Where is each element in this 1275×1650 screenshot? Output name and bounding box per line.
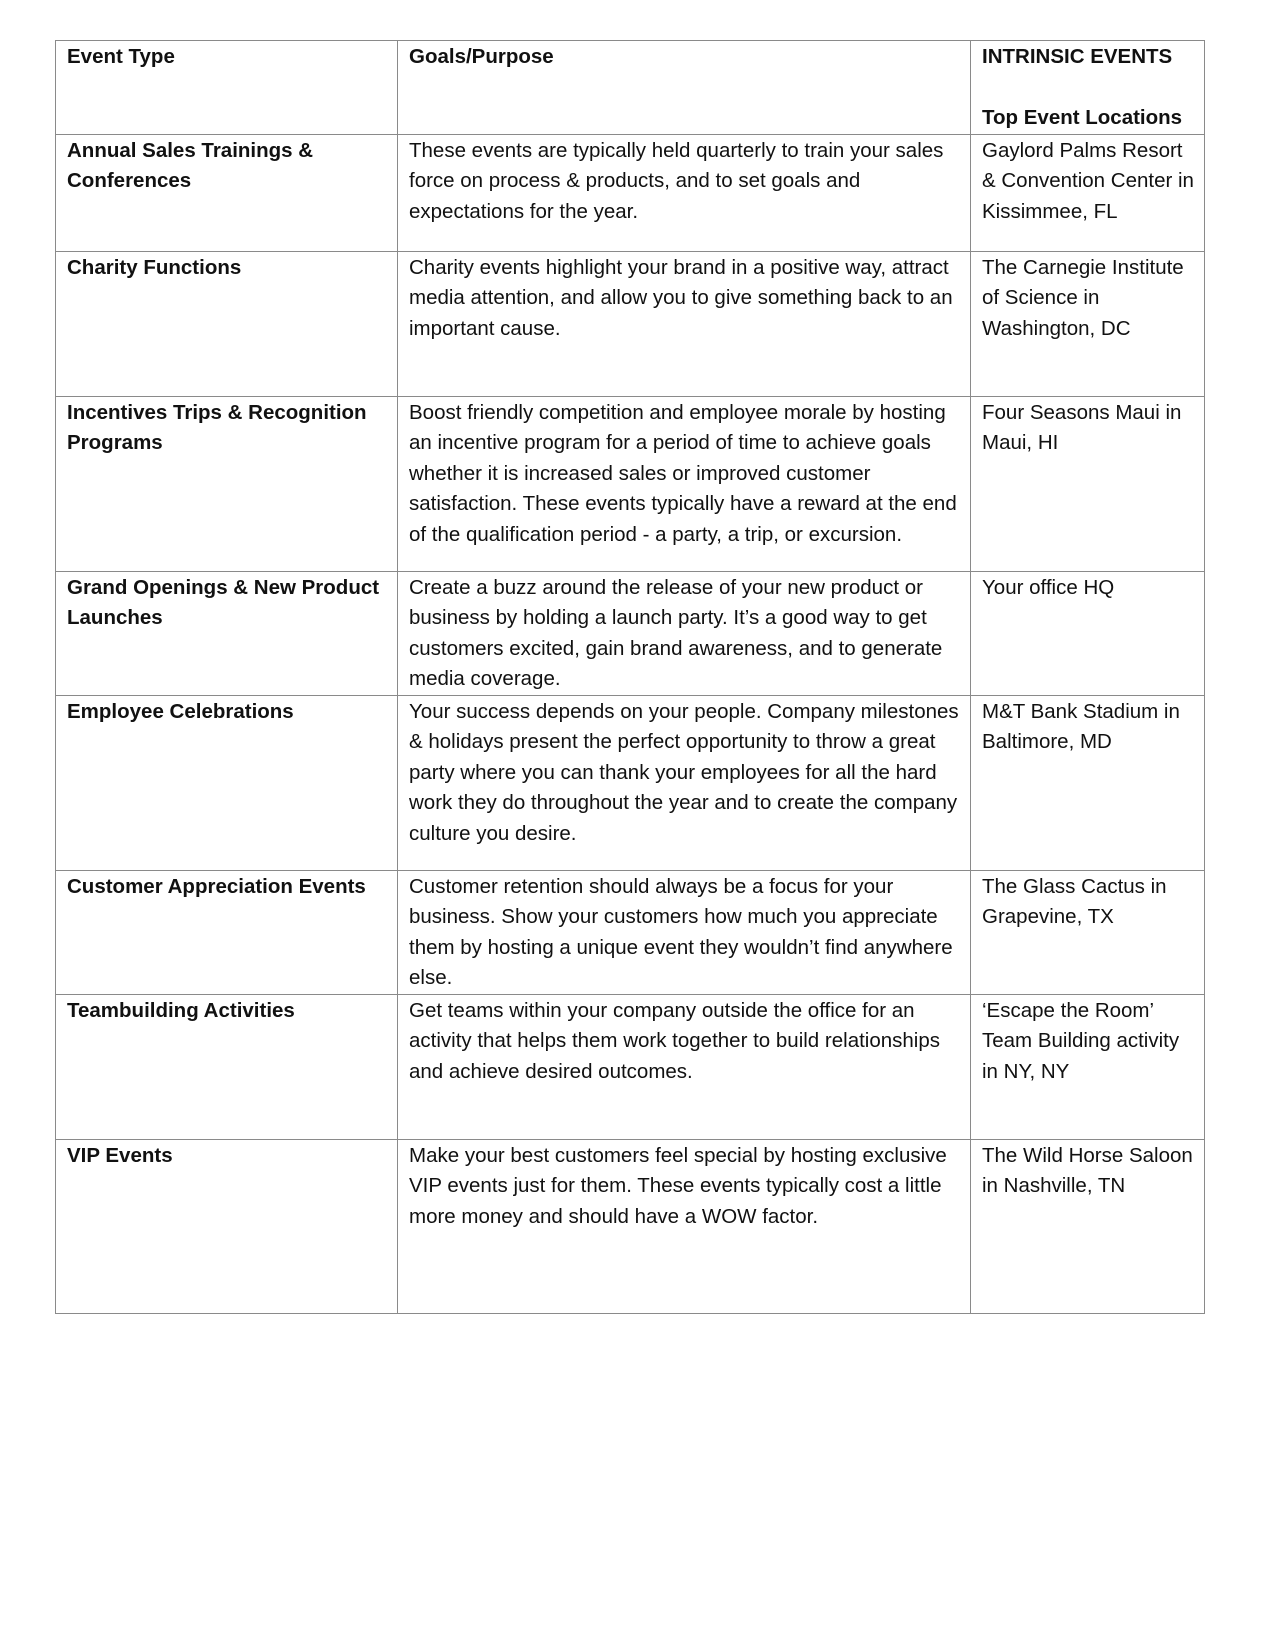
event-type-cell: Charity Functions: [56, 251, 398, 396]
location-cell: Your office HQ: [971, 571, 1205, 695]
table-row: [56, 396, 1205, 571]
event-type-cell: Customer Appreciation Events: [56, 870, 398, 994]
location-cell: The Carnegie Institute of Science in Washington, DC: [971, 251, 1205, 396]
event-types-table: [55, 40, 1205, 1314]
location-cell: The Wild Horse Saloon in Nashville, TN: [971, 1139, 1205, 1313]
goals-cell: Charity events highlight your brand in a positive way, attract media attention, and allow you to give something back to an important cause.: [398, 251, 971, 396]
event-type-cell: Teambuilding Activities: [56, 994, 398, 1139]
table-row: [56, 695, 1205, 870]
event-type-cell: Annual Sales Trainings & Conferences: [56, 134, 398, 251]
event-type-cell: Employee Celebrations: [56, 695, 398, 870]
company-name: INTRINSIC EVENTS: [982, 45, 1173, 68]
location-cell: ‘Escape the Room’ Team Building activity in NY, NY: [971, 994, 1205, 1139]
goals-cell: Create a buzz around the release of your new product or business by holding a launch party. It’s a good way to get customers excited, gain brand awareness, and to generate media coverage.: [398, 571, 971, 695]
goals-cell: Make your best customers feel special by hosting exclusive VIP events just for them. These events typically cost a little more money and should have a WOW factor.: [398, 1139, 971, 1313]
goals-cell: Customer retention should always be a focus for your business. Show your customers how much you appreciate them by hosting a unique event they wouldn’t find anywhere else.: [398, 870, 971, 994]
goals-cell: Your success depends on your people. Company milestones & holidays present the perfect opportunity to throw a great party where you can thank your employees for all the hard work they do throughout the year and to create the company culture you desire.: [398, 695, 971, 870]
table-row: [56, 571, 1205, 695]
location-cell: Four Seasons Maui in Maui, HI: [971, 396, 1205, 571]
location-cell: Gaylord Palms Resort & Convention Center in Kissimmee, FL: [971, 134, 1205, 251]
table-header-row: [56, 41, 1205, 135]
event-type-cell: Incentives Trips & Recognition Programs: [56, 396, 398, 571]
table-row: [56, 134, 1205, 251]
goals-cell: These events are typically held quarterly to train your sales force on process & products, and to set goals and expectations for the year.: [398, 134, 971, 251]
goals-cell: Boost friendly competition and employee morale by hosting an incentive program for a period of time to achieve goals whether it is increased sales or improved customer satisfaction. These events typically have a reward at the end of the qualification period - a party, a trip, or excursion.: [398, 396, 971, 571]
header-intrinsic-events: [971, 41, 1205, 135]
header-event-type: Event Type: [56, 41, 398, 135]
event-type-cell: VIP Events: [56, 1139, 398, 1313]
header-top-event-locations: Top Event Locations: [982, 106, 1183, 129]
table-row: [56, 870, 1205, 994]
location-cell: The Glass Cactus in Grapevine, TX: [971, 870, 1205, 994]
table-row: [56, 251, 1205, 396]
table-row: [56, 1139, 1205, 1313]
event-type-cell: Grand Openings & New Product Launches: [56, 571, 398, 695]
location-cell: M&T Bank Stadium in Baltimore, MD: [971, 695, 1205, 870]
table-row: [56, 994, 1205, 1139]
header-goals-purpose: Goals/Purpose: [398, 41, 971, 135]
goals-cell: Get teams within your company outside the office for an activity that helps them work together to build relationships and achieve desired outcomes.: [398, 994, 971, 1139]
